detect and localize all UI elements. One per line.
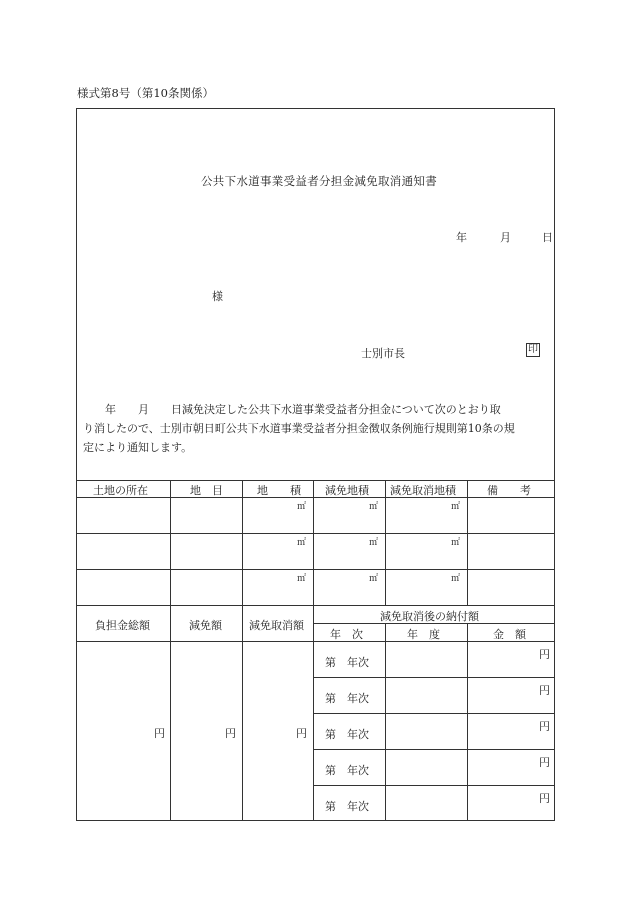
- area-unit: ㎡: [297, 574, 307, 584]
- document-title: 公共下水道事業受益者分担金減免取消通知書: [201, 174, 437, 188]
- yen-unit: 円: [539, 648, 550, 661]
- body-line: 定により通知します。: [83, 441, 193, 454]
- yen-unit: 円: [296, 727, 307, 740]
- yen-unit: 円: [539, 756, 550, 769]
- installment-label: 第 年次: [325, 800, 369, 813]
- header-land-area: 地 積: [257, 484, 301, 497]
- area-unit: ㎡: [297, 538, 307, 548]
- header-cancel-amount: 減免取消額: [249, 619, 304, 632]
- installment-label: 第 年次: [325, 728, 369, 741]
- body-line: 年 月 日減免決定した公共下水道事業受益者分担金について次のとおり取: [83, 403, 501, 416]
- date-line: [456, 229, 553, 245]
- area-unit: ㎡: [297, 502, 307, 512]
- installment-label: 第 年次: [325, 692, 369, 705]
- addressee-suffix: 様: [212, 290, 223, 303]
- header-land-category: 地 目: [190, 484, 223, 497]
- installment-label: 第 年次: [325, 764, 369, 777]
- installment-label: 第 年次: [325, 656, 369, 669]
- area-unit: ㎡: [451, 502, 461, 512]
- date-year: 年: [456, 231, 467, 244]
- date-month: 月: [500, 231, 511, 244]
- header-remarks: 備 考: [487, 484, 531, 497]
- header-total-charge: 負担金総額: [95, 619, 150, 632]
- header-fiscal-year: 年 度: [407, 628, 440, 641]
- form-frame: [76, 108, 555, 821]
- header-reduction-amount: 減免額: [189, 619, 222, 632]
- header-reduced-area: 減免地積: [325, 484, 369, 497]
- header-amount: 金 額: [493, 628, 526, 641]
- yen-unit: 円: [539, 720, 550, 733]
- yen-unit: 円: [154, 727, 165, 740]
- form-number: 様式第8号（第10条関係）: [77, 86, 214, 100]
- seal-mark: 印: [528, 344, 538, 355]
- header-period: 年 次: [330, 628, 363, 641]
- notice-body: [83, 400, 551, 457]
- issuer-name: 士別市長: [361, 347, 405, 360]
- header-land-location: 土地の所在: [93, 484, 148, 497]
- yen-unit: 円: [539, 684, 550, 697]
- area-unit: ㎡: [369, 574, 379, 584]
- area-unit: ㎡: [451, 574, 461, 584]
- date-day: 日: [542, 231, 553, 244]
- yen-unit: 円: [225, 727, 236, 740]
- header-post-cancel-payment: 減免取消後の納付額: [380, 610, 479, 623]
- area-unit: ㎡: [451, 538, 461, 548]
- yen-unit: 円: [539, 792, 550, 805]
- body-line: り消したので、士別市朝日町公共下水道事業受益者分担金徴収条例施行規則第10条の規: [83, 422, 515, 435]
- area-unit: ㎡: [369, 502, 379, 512]
- area-unit: ㎡: [369, 538, 379, 548]
- header-cancelled-area: 減免取消地積: [390, 484, 456, 497]
